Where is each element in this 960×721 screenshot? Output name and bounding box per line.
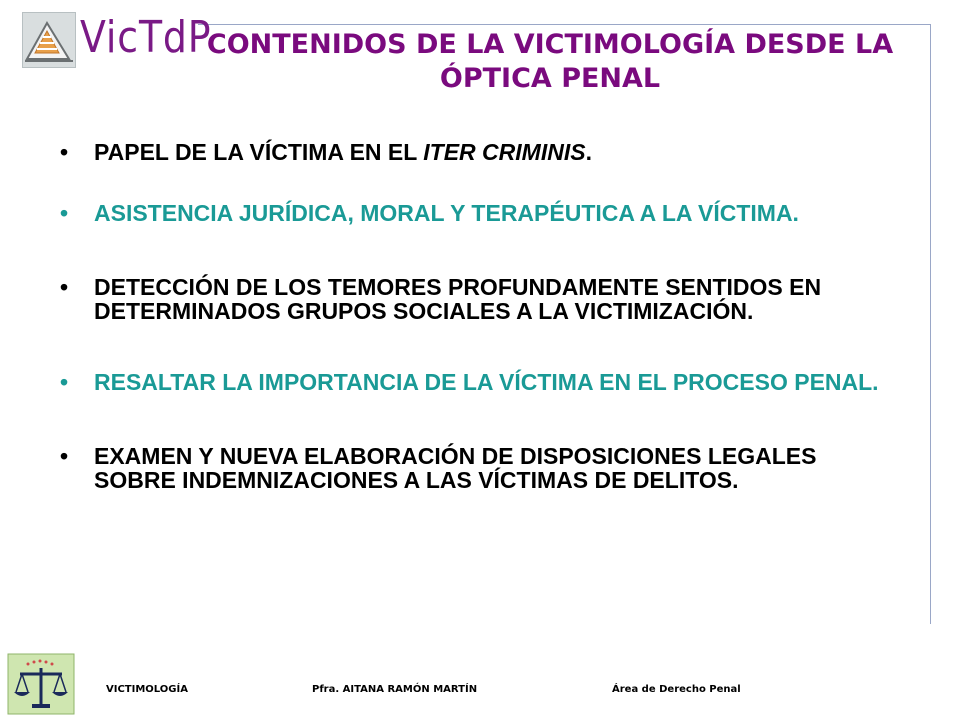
slide-title: CONTENIDOS DE LA VICTIMOLOGÍA DESDE LA ÓPTICA PENAL (206, 29, 894, 94)
bullet-text-suffix: . (585, 139, 592, 165)
bullet-item-1 (60, 140, 880, 164)
pyramid-logo-icon (22, 12, 76, 68)
footer-professor: Pfra. AITANA RAMÓN MARTÍN (312, 684, 478, 695)
footer-subject: VICTIMOLOGÍA (106, 684, 188, 695)
bullet-list (60, 136, 880, 492)
frame-right-line (930, 24, 931, 624)
bullet-text: DETECCIÓN DE LOS TEMORES PROFUNDAMENTE SENTIDOS EN DETERMINADOS GRUPOS SOCIALES A LA VICTIMIZACIÓN. (94, 274, 822, 324)
bullet-item-5 (60, 444, 880, 492)
bullet-text: ASISTENCIA JURÍDICA, MORAL Y TERAPÉUTICA A LA VÍCTIMA. (94, 200, 799, 226)
bullet-text: RESALTAR LA IMPORTANCIA DE LA VÍCTIMA EN EL PROCESO PENAL. (94, 369, 879, 395)
bullet-text: EXAMEN Y NUEVA ELABORACIÓN DE DISPOSICIONES LEGALES SOBRE INDEMNIZACIONES A LAS VÍCTIMAS DE DELITOS. (94, 443, 817, 493)
bullet-marker: • (60, 443, 69, 469)
bullet-marker: • (60, 369, 69, 395)
bullet-item-3 (60, 275, 880, 323)
bullet-text-emphasis: ITER CRIMINIS (423, 139, 586, 165)
footer-area: Área de Derecho Penal (612, 684, 741, 695)
bullet-marker: • (60, 274, 69, 300)
scales-of-justice-icon (6, 652, 78, 716)
victdp-logo (22, 12, 212, 72)
bullet-item-2 (60, 201, 880, 225)
bullet-item-4 (60, 370, 880, 394)
logo-text: VicTdP (80, 12, 212, 63)
bullet-marker: • (60, 139, 69, 165)
frame-top-line (198, 24, 931, 25)
bullet-marker: • (60, 200, 69, 226)
bullet-text-prefix: PAPEL DE LA VÍCTIMA EN EL (94, 139, 424, 165)
